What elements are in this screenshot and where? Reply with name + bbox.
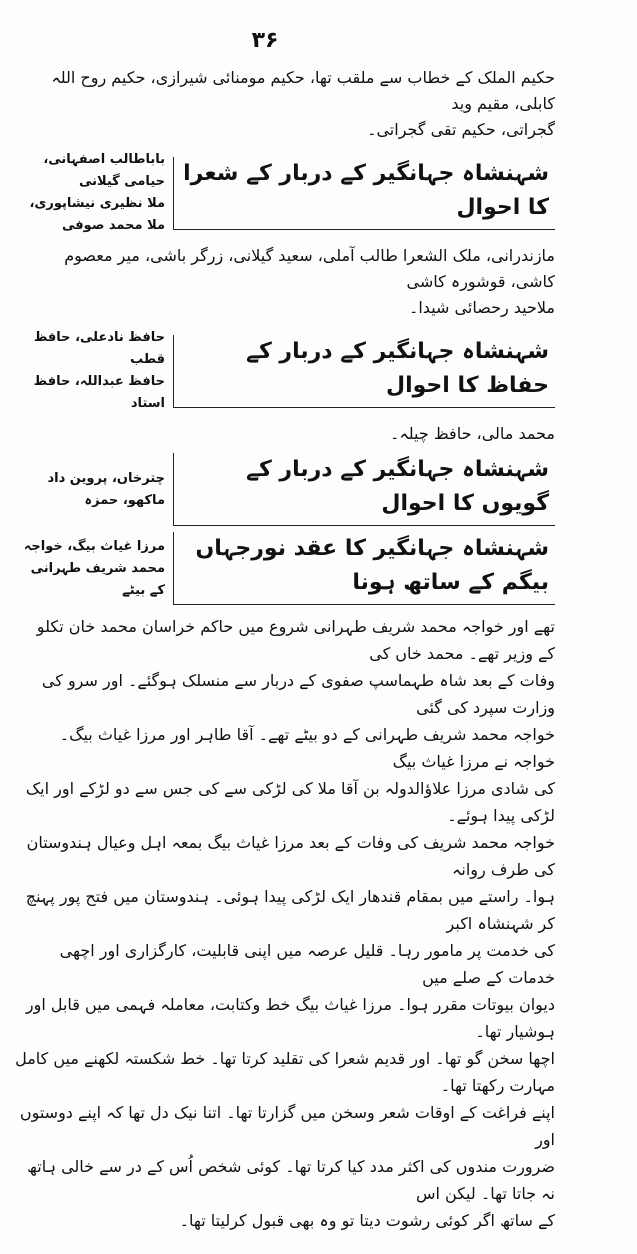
side-note-line: محمد شریف طہرانی کے بیٹے [30,560,165,598]
side-note-line: چترخاں، پروین داد [47,470,165,486]
body-line: ضرورت مندوں کی اکثر مدد کیا کرتا تھا۔ کوئی شخص اُس کے در سے خالی ہاتھ نہ جاتا تھا۔ لیکن اس [27,1157,555,1203]
body-paragraph [15,613,555,1234]
page-number: ۳۶ [251,28,279,53]
body-line: کے ساتھ اگر کوئی رشوت دیتا تو وہ بھی قبول کرلیتا تھا۔ [179,1211,555,1230]
intro-line: حکیم الملک کے خطاب سے ملقب تھا، حکیم مومنائی شیرازی، حکیم روح اللہ کابلی، مقیم وید [51,68,555,113]
body-line: مازندرانی، ملک الشعرا طالب آملی، سعید گیلانی، زرگر باشی، میر معصوم کاشی، قوشورہ کاشی [64,246,555,291]
section-poets [15,149,555,237]
section-singers [15,453,555,526]
body-line: اچھا سخن گو تھا۔ اور قدیم شعرا کی تقلید کرتا تھا۔ خط شکستہ لکھنے میں کامل مہارت رکھتا تھا۔ [15,1049,555,1095]
side-note-line: ملا نظیری نیشاپوری، ملا محمد صوفی [29,196,165,233]
hafiz-continuation [15,421,555,447]
intro-paragraph [15,65,555,143]
body-line: ہوا۔ راستے میں بمقام قندھار ایک لڑکی پیدا ہوئی۔ ہندوستان میں فتح پور پہنچ کر شہنشاہ اکبر [25,887,555,933]
side-note-line: مرزا غیاث بیگ، خواجہ [23,538,165,554]
body-line: دیوان بیوتات مقرر ہوا۔ مرزا غیاث بیگ خط وکتابت، معاملہ فہمی میں قابل اور ہوشیار تھا۔ [25,995,555,1041]
body-line: اپنے فراغت کے اوقات شعر وسخن میں گزارتا تھا۔ اتنا نیک دل تھا کہ اپنے دوستوں اور [19,1103,555,1149]
body-line: محمد مالی، حافظ چیلہ۔ [390,424,555,443]
section-heading-marriage: شہنشاہ جہانگیر کا عقد نورجہاں بیگم کے ساتھ ہونا [173,532,555,605]
side-note-marriage [15,536,165,602]
side-note-line: حافظ عبداللہ، حافظ استاد [33,374,165,411]
section-marriage [15,532,555,605]
side-note-singers [15,468,165,512]
body-line: خواجہ محمد شریف کی وفات کے بعد مرزا غیاث بیگ بمعہ اہل وعیال ہندوستان کی طرف روانہ [26,833,555,879]
poets-continuation [15,243,555,321]
body-line: وفات کے بعد شاہ طہماسپ صفوی کے دربار سے منسلک ہوگئے۔ اور سرو کی وزارت سپرد کی گئی [41,671,555,717]
intro-line: گجراتی، حکیم تقی گجراتی۔ [367,120,555,139]
section-heading-hafiz: شہنشاہ جہانگیر کے دربار کے حفاظ کا احوال [173,335,555,408]
section-hafiz [15,327,555,415]
side-note-line: حافظ نادعلی، حافظ قطب [33,330,165,367]
body-line: کی شادی مرزا علاؤالدولہ بن آقا ملا کی لڑکی سے کی جس سے دو لڑکے اور ایک لڑکی پیدا ہوئے۔ [25,779,555,825]
side-note-poets [15,149,165,237]
section-heading-poets: شہنشاہ جہانگیر کے دربار کے شعرا کا احوال [173,157,555,230]
body-line: کی خدمت پر مامور رہا۔ قلیل عرصہ میں اپنی قابلیت، کارگزاری اور اچھی خدمات کے صلے میں [59,941,555,987]
side-note-line: باباطالب اصفہانی، حیامی گیلانی [43,152,165,189]
body-line: ملاحید رحصائی شیدا۔ [408,298,555,317]
section-heading-singers: شہنشاہ جہانگیر کے دربار کے گویوں کا احوال [173,453,555,526]
side-note-line: ماکھو، حمزہ [84,492,165,508]
side-note-hafiz [15,327,165,415]
body-line: تھے اور خواجہ محمد شریف طہرانی شروع میں حاکم خراسان محمد خان تکلو کے وزیر تھے۔ محمد خاں کی [36,617,555,663]
body-line: خواجہ محمد شریف طہرانی کے دو بیٹے تھے۔ آقا طاہر اور مرزا غیاث بیگ۔ خواجہ نے مرزا غیاث بیگ [59,725,555,771]
